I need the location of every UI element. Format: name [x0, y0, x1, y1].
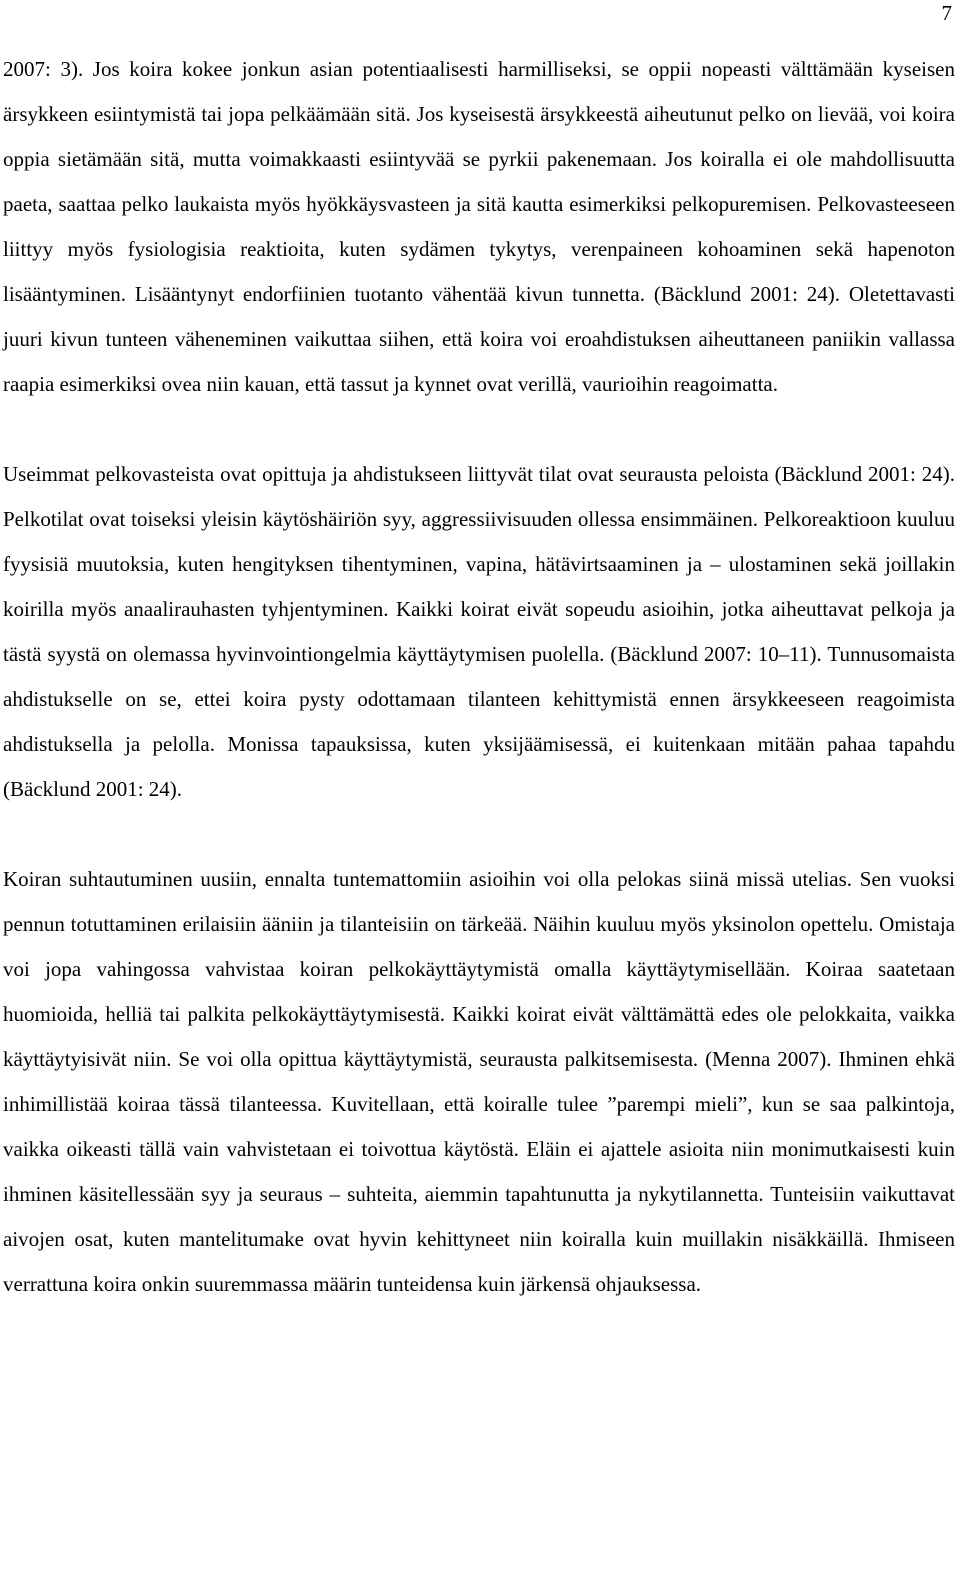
paragraph-gap [3, 407, 955, 452]
page-number: 7 [941, 1, 952, 25]
document-body [3, 47, 955, 1307]
paragraph-1: 2007: 3). Jos koira kokee jonkun asian potentiaalisesti harmilliseksi, se oppii nopeasti välttämään kyseisen ärsykkeen esiintymistä tai jopa pelkäämään sitä. Jos kyseisestä ärsykkeestä aiheutunut pelko on lievää, voi koira oppia sietämään sitä, mutta voimakkaasti esiintyvää se pyrkii pakenemaan. Jos koiralla ei ole mahdollisuutta paeta, saattaa pelko laukaista myös hyökkäysvasteen ja sitä kautta esimerkiksi pelkopuremisen. Pelkovasteeseen liittyy myös fysiologisia reaktioita, kuten sydämen tykytys, verenpaineen kohoaminen sekä hapenoton lisääntyminen. Lisääntynyt endorfiinien tuotanto vähentää kivun tunnetta. (Bäcklund 2001: 24). Oletettavasti juuri kivun tunteen väheneminen vaikuttaa siihen, että koira voi eroahdistuksen aiheuttaneen paniikin vallassa raapia esimerkiksi ovea niin kauan, että tassut ja kynnet ovat verillä, vaurioihin reagoimatta. [3, 57, 955, 396]
paragraph-2: Useimmat pelkovasteista ovat opittuja ja ahdistukseen liittyvät tilat ovat seurausta peloista (Bäcklund 2001: 24). Pelkotilat ovat toiseksi yleisin käytöshäiriön syy, aggressiivisuuden ollessa ensimmäinen. Pelkoreaktioon kuuluu fyysisiä muutoksia, kuten hengityksen tihentyminen, vapina, hätävirtsaaminen ja – ulostaminen sekä joillakin koirilla myös anaalirauhasten tyhjentyminen. Kaikki koirat eivät sopeudu asioihin, jotka aiheuttavat pelkoja ja tästä syystä on olemassa hyvinvointiongelmia käyttäytymisen puolella. (Bäcklund 2007: 10–11). Tunnusomaista ahdistukselle on se, ettei koira pysty odottamaan tilanteen kehittymistä ennen ärsykkeeseen reagoimista ahdistuksella ja pelolla. Monissa tapauksissa, kuten yksijäämisessä, ei kuitenkaan mitään pahaa tapahdu (Bäcklund 2001: 24). [3, 462, 955, 801]
paragraph-gap [3, 812, 955, 857]
paragraph-3: Koiran suhtautuminen uusiin, ennalta tuntemattomiin asioihin voi olla pelokas siinä missä utelias. Sen vuoksi pennun totuttaminen erilaisiin ääniin ja tilanteisiin on tärkeää. Näihin kuuluu myös yksinolon opettelu. Omistaja voi jopa vahingossa vahvistaa koiran pelkokäyttäytymistä omalla käyttäytymisellään. Koiraa saatetaan huomioida, helliä tai palkita pelkokäyttäytymisestä. Kaikki koirat eivät välttämättä edes ole pelokkaita, vaikka käyttäytyisivät niin. Se voi olla opittua käyttäytymistä, seurausta palkitsemisesta. (Menna 2007). Ihminen ehkä inhimillistää koiraa tässä tilanteessa. Kuvitellaan, että koiralle tulee ”parempi mieli”, kun se saa palkintoja, vaikka oikeasti tällä vain vahvistetaan ei toivottua käytöstä. Eläin ei ajattele asioita niin monimutkaisesti kuin ihminen käsitellessään syy ja seuraus – suhteita, aiemmin tapahtunutta ja nykytilannetta. Tunteisiin vaikuttavat aivojen osat, kuten mantelitumake ovat hyvin kehittyneet niin koiralla kuin muillakin nisäkkäillä. Ihmiseen verrattuna koira onkin suuremmassa määrin tunteidensa kuin järkensä ohjauksessa. [3, 867, 955, 1296]
